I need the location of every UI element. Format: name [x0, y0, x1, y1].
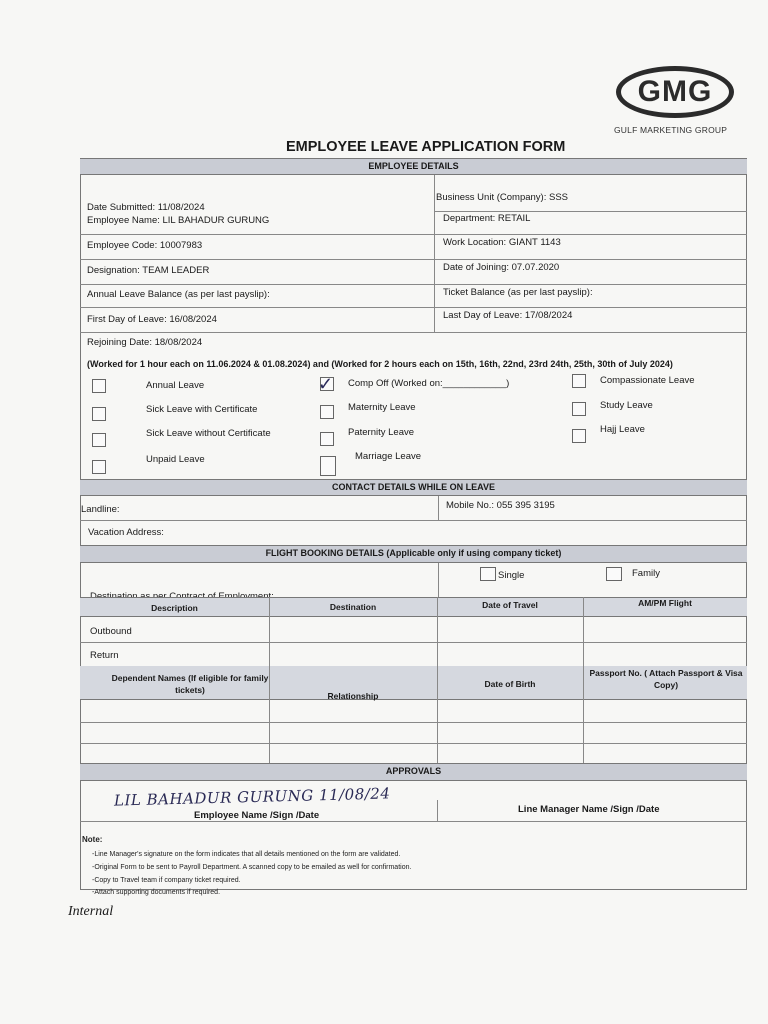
- single-label: Single: [498, 570, 525, 581]
- date-submitted: Date Submitted: 11/08/2024: [87, 202, 205, 213]
- row-outbound: Outbound: [90, 626, 132, 637]
- work-location: Work Location: GIANT 1143: [443, 237, 561, 248]
- logo-mark: GMG: [637, 75, 713, 108]
- divider: [80, 821, 747, 822]
- section-contact-details: CONTACT DETAILS WHILE ON LEAVE: [80, 479, 747, 496]
- col-dependent-names: Dependent Names (If eligible for family tickets): [111, 673, 269, 695]
- col-destination: Destination: [329, 602, 377, 612]
- col-am-pm-flight: AM/PM Flight: [638, 598, 692, 608]
- annual-leave-balance: Annual Leave Balance (as per last payslip):: [87, 289, 270, 300]
- logo-subtitle: GULF MARKETING GROUP: [614, 125, 728, 135]
- divider: [80, 520, 747, 521]
- first-day-of-leave: First Day of Leave: 16/08/2024: [87, 314, 217, 325]
- note-line: -Copy to Travel team if company ticket required.: [92, 877, 241, 884]
- section-approvals: APPROVALS: [80, 763, 747, 781]
- hajj-leave-checkbox[interactable]: [572, 429, 586, 443]
- section-employee-details: EMPLOYEE DETAILS: [80, 158, 747, 175]
- business-unit: Business Unit (Company): SSS: [436, 192, 568, 203]
- divider: [434, 175, 435, 332]
- checkmark-icon: ✓: [318, 374, 334, 394]
- col-description: Description: [151, 603, 198, 613]
- family-checkbox[interactable]: [606, 567, 622, 581]
- divider: [583, 666, 584, 764]
- divider: [80, 307, 747, 308]
- employee-signature: LIL BAHADUR GURUNG 11/08/24: [113, 784, 391, 810]
- divider: [80, 234, 747, 235]
- hajj-leave-label: Hajj Leave: [600, 424, 645, 435]
- form-title: EMPLOYEE LEAVE APPLICATION FORM: [286, 139, 566, 155]
- comp-off-label: Comp Off (Worked on:____________): [348, 378, 510, 389]
- sick-leave-cert-label: Sick Leave with Certificate: [146, 404, 258, 415]
- divider: [80, 259, 747, 260]
- divider: [434, 211, 747, 212]
- note-heading: Note:: [82, 835, 103, 844]
- employee-sign-label: Employee Name /Sign /Date: [194, 810, 320, 821]
- col-date-of-travel: Date of Travel: [482, 600, 538, 610]
- col-relationship: Relationship: [327, 691, 379, 701]
- divider: [437, 800, 438, 821]
- col-passport-no: Passport No. ( Attach Passport & Visa Copy): [589, 668, 743, 690]
- date-of-joining: Date of Joining: 07.07.2020: [443, 262, 560, 273]
- paternity-leave-label: Paternity Leave: [348, 427, 415, 438]
- landline: Landline:: [81, 504, 120, 515]
- divider: [80, 743, 747, 744]
- department: Department: RETAIL: [443, 213, 531, 224]
- maternity-leave-checkbox[interactable]: [320, 405, 334, 419]
- unpaid-leave-checkbox[interactable]: [92, 460, 106, 474]
- employee-name: Employee Name: LIL BAHADUR GURUNG: [87, 215, 270, 226]
- col-date-of-birth: Date of Birth: [484, 679, 536, 689]
- note-line: -Line Manager's signature on the form indicates that all details mentioned on the form are validated.: [92, 851, 401, 858]
- annual-leave-label: Annual Leave: [146, 380, 205, 391]
- worked-note: (Worked for 1 hour each on 11.06.2024 & 01.08.2024) and (Worked for 2 hours each on 15th, 16th, 22nd, 23rd 24th, 25th, 30th of July 2024): [87, 359, 673, 369]
- note-line: -Attach supporting documents if required.: [92, 889, 221, 896]
- paternity-leave-checkbox[interactable]: [320, 432, 334, 446]
- mobile-number: Mobile No.: 055 395 3195: [446, 500, 555, 511]
- ticket-balance: Ticket Balance (as per last payslip):: [443, 287, 593, 298]
- study-leave-label: Study Leave: [600, 400, 653, 411]
- single-checkbox[interactable]: [480, 567, 496, 581]
- manager-sign-label: Line Manager Name /Sign /Date: [518, 804, 660, 815]
- row-return: Return: [90, 650, 119, 661]
- sick-leave-no-cert-label: Sick Leave without Certificate: [146, 428, 271, 439]
- marriage-leave-label: Marriage Leave: [355, 451, 422, 462]
- divider: [438, 563, 439, 597]
- compassionate-leave-label: Compassionate Leave: [600, 375, 695, 386]
- last-day-of-leave: Last Day of Leave: 17/08/2024: [443, 310, 573, 321]
- gmg-logo: [616, 66, 734, 118]
- divider: [80, 722, 747, 723]
- annual-leave-checkbox[interactable]: [92, 379, 106, 393]
- marriage-leave-checkbox[interactable]: [320, 456, 336, 476]
- divider: [80, 642, 747, 643]
- designation: Designation: TEAM LEADER: [87, 265, 210, 276]
- employee-code: Employee Code: 10007983: [87, 240, 203, 251]
- divider: [80, 332, 747, 333]
- rejoining-date: Rejoining Date: 18/08/2024: [87, 337, 203, 348]
- study-leave-checkbox[interactable]: [572, 402, 586, 416]
- maternity-leave-label: Maternity Leave: [348, 402, 416, 413]
- compassionate-leave-checkbox[interactable]: [572, 374, 586, 388]
- divider: [80, 284, 747, 285]
- family-label: Family: [632, 568, 660, 579]
- divider: [438, 496, 439, 520]
- note-line: -Original Form to be sent to Payroll Department. A scanned copy to be emailed as well for confirmation.: [92, 864, 412, 871]
- section-flight-booking: FLIGHT BOOKING DETAILS (Applicable only if using company ticket): [80, 545, 747, 563]
- vacation-address: Vacation Address:: [88, 527, 164, 538]
- sick-leave-no-cert-checkbox[interactable]: [92, 433, 106, 447]
- unpaid-leave-label: Unpaid Leave: [146, 454, 205, 465]
- sick-leave-cert-checkbox[interactable]: [92, 407, 106, 421]
- classification-label: Internal: [68, 904, 114, 919]
